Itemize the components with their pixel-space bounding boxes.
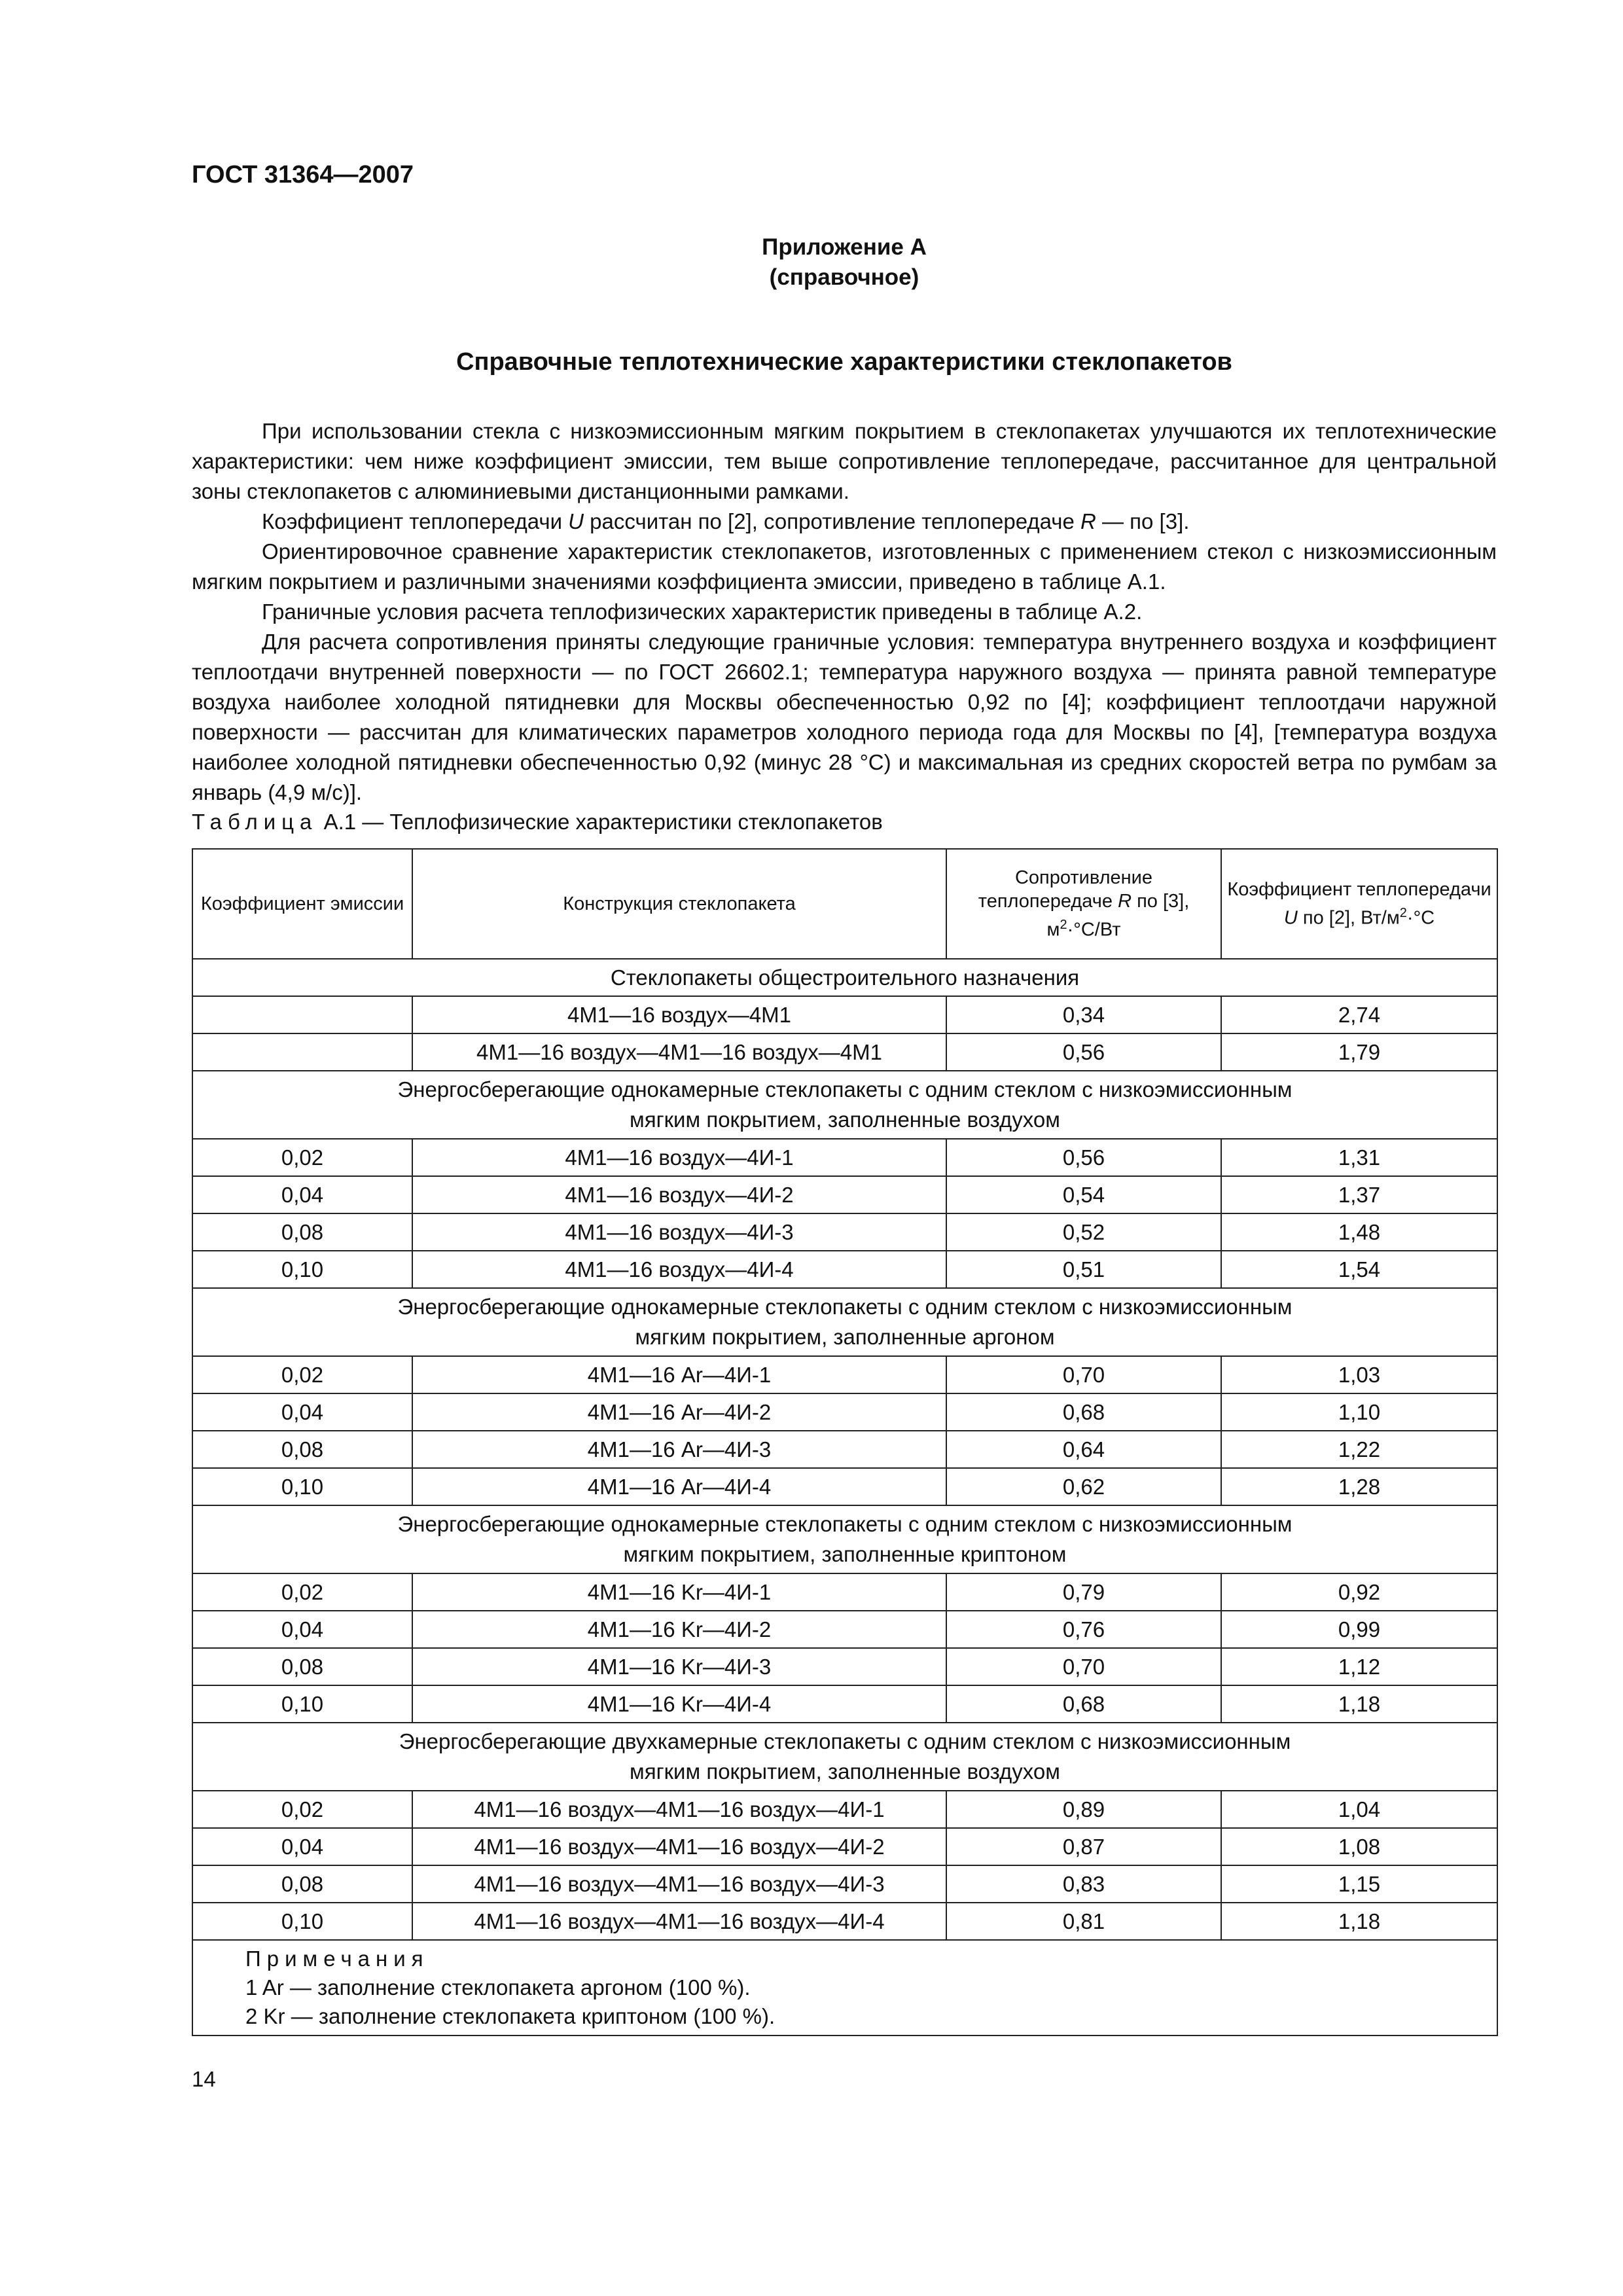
cell-emission: 0,04 xyxy=(192,1611,412,1648)
cell-emission: 0,02 xyxy=(192,1139,412,1176)
cell-construction: 4М1—16 Ar—4И-3 xyxy=(412,1431,946,1468)
cell-construction: 4М1—16 Ar—4И-1 xyxy=(412,1356,946,1393)
table-caption-text: А.1 — Теплофизические характеристики стеклопакетов xyxy=(323,810,883,834)
cell-construction: 4М1—16 воздух—4М1 xyxy=(412,996,946,1033)
cell-transfer-coefficient: 1,31 xyxy=(1221,1139,1497,1176)
body-text xyxy=(192,416,1497,808)
cell-construction: 4М1—16 воздух—4И-2 xyxy=(412,1176,946,1213)
cell-transfer-coefficient: 1,10 xyxy=(1221,1393,1497,1431)
cell-transfer-coefficient: 1,22 xyxy=(1221,1431,1497,1468)
table-row xyxy=(192,1356,1497,1393)
table-row xyxy=(192,1139,1497,1176)
cell-construction: 4М1—16 воздух—4М1—16 воздух—4И-2 xyxy=(412,1828,946,1865)
cell-emission: 0,02 xyxy=(192,1573,412,1611)
cell-resistance: 0,62 xyxy=(946,1468,1221,1505)
cell-construction: 4М1—16 Ar—4И-4 xyxy=(412,1468,946,1505)
cell-transfer-coefficient: 1,37 xyxy=(1221,1176,1497,1213)
table-row xyxy=(192,1791,1497,1828)
table-row xyxy=(192,1468,1497,1505)
cell-transfer-coefficient: 1,28 xyxy=(1221,1468,1497,1505)
cell-resistance: 0,81 xyxy=(946,1903,1221,1940)
notes-row xyxy=(192,1940,1497,2036)
table-row xyxy=(192,1176,1497,1213)
cell-construction: 4М1—16 Ar—4И-2 xyxy=(412,1393,946,1431)
cell-emission: 0,08 xyxy=(192,1865,412,1903)
header-transfer-coefficient: Коэффициент теплопередачи U по [2], $Вт/м^2\cdot^\circ С$ xyxy=(1221,849,1497,959)
table-row xyxy=(192,1903,1497,1940)
cell-emission: 0,04 xyxy=(192,1176,412,1213)
cell-transfer-coefficient: 1,03 xyxy=(1221,1356,1497,1393)
header-emission: Коэффициент эмиссии xyxy=(192,849,412,959)
section-row xyxy=(192,959,1497,996)
cell-resistance: 0,87 xyxy=(946,1828,1221,1865)
cell-transfer-coefficient: 0,99 xyxy=(1221,1611,1497,1648)
data-table xyxy=(192,848,1498,2036)
note-item: 2 Kr — заполнение стеклопакета криптоном (100 %). xyxy=(245,2004,776,2028)
cell-emission: 0,04 xyxy=(192,1393,412,1431)
cell-construction: 4М1—16 воздух—4М1—16 воздух—4И-4 xyxy=(412,1903,946,1940)
cell-emission: 0,02 xyxy=(192,1356,412,1393)
table-caption xyxy=(192,807,1497,837)
appendix-label: Приложение А xyxy=(762,234,927,260)
table-row xyxy=(192,996,1497,1033)
paragraph: Ориентировочное сравнение характеристик стеклопакетов, изготовленных с применением стекол с низкоэмиссионным мягким покрытием и различными значениями коэффициента эмиссии, приведено в таблице А.1. xyxy=(192,539,1497,594)
cell-emission: 0,08 xyxy=(192,1648,412,1685)
table-row xyxy=(192,1033,1497,1071)
cell-emission: 0,02 xyxy=(192,1791,412,1828)
cell-emission: 0,08 xyxy=(192,1431,412,1468)
cell-transfer-coefficient: 1,04 xyxy=(1221,1791,1497,1828)
paragraph: Коэффициент теплопередачи U рассчитан по [2], сопротивление теплопередаче R — по [3]. xyxy=(262,509,1190,533)
paragraph: При использовании стекла с низкоэмиссионным мягким покрытием в стеклопакетах улучшаются их теплотехнические характеристики: чем ниже коэффициент эмиссии, тем выше сопротивление теплопередаче, рассчитанное для центральной зоны стеклопакетов с алюминиевыми дистанционными рамками. xyxy=(192,419,1497,503)
cell-resistance: 0,34 xyxy=(946,996,1221,1033)
appendix-type: (справочное) xyxy=(769,264,919,290)
cell-emission xyxy=(192,1033,412,1071)
cell-construction: 4М1—16 воздух—4М1—16 воздух—4И-3 xyxy=(412,1865,946,1903)
document-code: ГОСТ 31364—2007 xyxy=(192,161,414,188)
cell-construction: 4М1—16 воздух—4М1—16 воздух—4И-1 xyxy=(412,1791,946,1828)
cell-resistance: 0,52 xyxy=(946,1213,1221,1251)
section-row xyxy=(192,1288,1497,1356)
cell-transfer-coefficient: 1,08 xyxy=(1221,1828,1497,1865)
page-number: 14 xyxy=(192,2067,216,2091)
cell-emission: 0,10 xyxy=(192,1685,412,1723)
header-construction: Конструкция стеклопакета xyxy=(412,849,946,959)
section-title: Энергосберегающие однокамерные стеклопакеты с одним стеклом с низкоэмиссионным мягким покрытием, заполненные воздухом xyxy=(192,1071,1497,1139)
cell-transfer-coefficient: 1,12 xyxy=(1221,1648,1497,1685)
cell-construction: 4М1—16 воздух—4М1—16 воздух—4М1 xyxy=(412,1033,946,1071)
table-row xyxy=(192,1251,1497,1288)
table-row xyxy=(192,1393,1497,1431)
table-row xyxy=(192,1213,1497,1251)
cell-emission xyxy=(192,996,412,1033)
cell-resistance: 0,56 xyxy=(946,1139,1221,1176)
note-item: 1 Ar — заполнение стеклопакета аргоном (100 %). xyxy=(245,1975,751,2000)
cell-construction: 4М1—16 Kr—4И-4 xyxy=(412,1685,946,1723)
table-row xyxy=(192,1611,1497,1648)
cell-construction: 4М1—16 воздух—4И-3 xyxy=(412,1213,946,1251)
cell-emission: 0,08 xyxy=(192,1213,412,1251)
section-row xyxy=(192,1505,1497,1573)
paragraph: Для расчета сопротивления приняты следующие граничные условия: температура внутреннего воздуха и коэффициент теплоотдачи внутренней поверхности — по ГОСТ 26602.1; температура наружного воздуха — принята равной температуре воздуха наиболее холодной пятидневки для Москвы обеспеченностью 0,92 по [4]; коэффициент теплоотдачи наружной поверхности — рассчитан для климатических параметров холодного периода года для Москвы по [4], [температура воздуха наиболее холодной пятидневки обеспеченностью 0,92 (минус 28 °С) и максимальная из средних скоростей ветра по румбам за январь (4,9 м/с)]. xyxy=(192,630,1497,804)
cell-resistance: 0,89 xyxy=(946,1791,1221,1828)
table-header xyxy=(192,849,1497,959)
cell-transfer-coefficient: 1,18 xyxy=(1221,1685,1497,1723)
cell-transfer-coefficient: 1,48 xyxy=(1221,1213,1497,1251)
cell-resistance: 0,68 xyxy=(946,1685,1221,1723)
cell-resistance: 0,51 xyxy=(946,1251,1221,1288)
cell-resistance: 0,64 xyxy=(946,1431,1221,1468)
table-row xyxy=(192,1685,1497,1723)
section-title: Энергосберегающие однокамерные стеклопакеты с одним стеклом с низкоэмиссионным мягким покрытием, заполненные аргоном xyxy=(192,1288,1497,1356)
header-resistance: Сопротивление теплопередаче R по [3], $м^2\cdot^\circ С/Вт$ xyxy=(946,849,1221,959)
cell-construction: 4М1—16 Kr—4И-2 xyxy=(412,1611,946,1648)
table-row xyxy=(192,1865,1497,1903)
table-body xyxy=(192,959,1497,2036)
table-row xyxy=(192,1828,1497,1865)
section-title: Энергосберегающие двухкамерные стеклопакеты с одним стеклом с низкоэмиссионным мягким покрытием, заполненные воздухом xyxy=(192,1723,1497,1791)
cell-transfer-coefficient: 2,74 xyxy=(1221,996,1497,1033)
table-caption-label: Таблица xyxy=(192,810,318,834)
cell-resistance: 0,56 xyxy=(946,1033,1221,1071)
cell-resistance: 0,70 xyxy=(946,1648,1221,1685)
notes-title: Примечания xyxy=(245,1946,429,1971)
cell-resistance: 0,54 xyxy=(946,1176,1221,1213)
cell-transfer-coefficient: 0,92 xyxy=(1221,1573,1497,1611)
cell-emission: 0,04 xyxy=(192,1828,412,1865)
cell-resistance: 0,76 xyxy=(946,1611,1221,1648)
cell-transfer-coefficient: 1,54 xyxy=(1221,1251,1497,1288)
section-title: Стеклопакеты общестроительного назначения xyxy=(192,959,1497,996)
cell-resistance: 0,68 xyxy=(946,1393,1221,1431)
table-row xyxy=(192,1431,1497,1468)
cell-construction: 4М1—16 Kr—4И-1 xyxy=(412,1573,946,1611)
paragraph: Граничные условия расчета теплофизических характеристик приведены в таблице А.2. xyxy=(262,600,1143,624)
cell-transfer-coefficient: 1,79 xyxy=(1221,1033,1497,1071)
table-row xyxy=(192,1573,1497,1611)
cell-transfer-coefficient: 1,15 xyxy=(1221,1865,1497,1903)
cell-emission: 0,10 xyxy=(192,1468,412,1505)
cell-resistance: 0,70 xyxy=(946,1356,1221,1393)
cell-resistance: 0,83 xyxy=(946,1865,1221,1903)
section-title: Энергосберегающие однокамерные стеклопакеты с одним стеклом с низкоэмиссионным мягким покрытием, заполненные криптоном xyxy=(192,1505,1497,1573)
cell-emission: 0,10 xyxy=(192,1251,412,1288)
cell-resistance: 0,79 xyxy=(946,1573,1221,1611)
cell-transfer-coefficient: 1,18 xyxy=(1221,1903,1497,1940)
cell-construction: 4М1—16 воздух—4И-4 xyxy=(412,1251,946,1288)
section-row xyxy=(192,1723,1497,1791)
section-row xyxy=(192,1071,1497,1139)
section-title: Справочные теплотехнические характеристики стеклопакетов xyxy=(456,348,1232,376)
cell-emission: 0,10 xyxy=(192,1903,412,1940)
notes-cell xyxy=(192,1940,1497,2036)
table-row xyxy=(192,1648,1497,1685)
cell-construction: 4М1—16 воздух—4И-1 xyxy=(412,1139,946,1176)
cell-construction: 4М1—16 Kr—4И-3 xyxy=(412,1648,946,1685)
